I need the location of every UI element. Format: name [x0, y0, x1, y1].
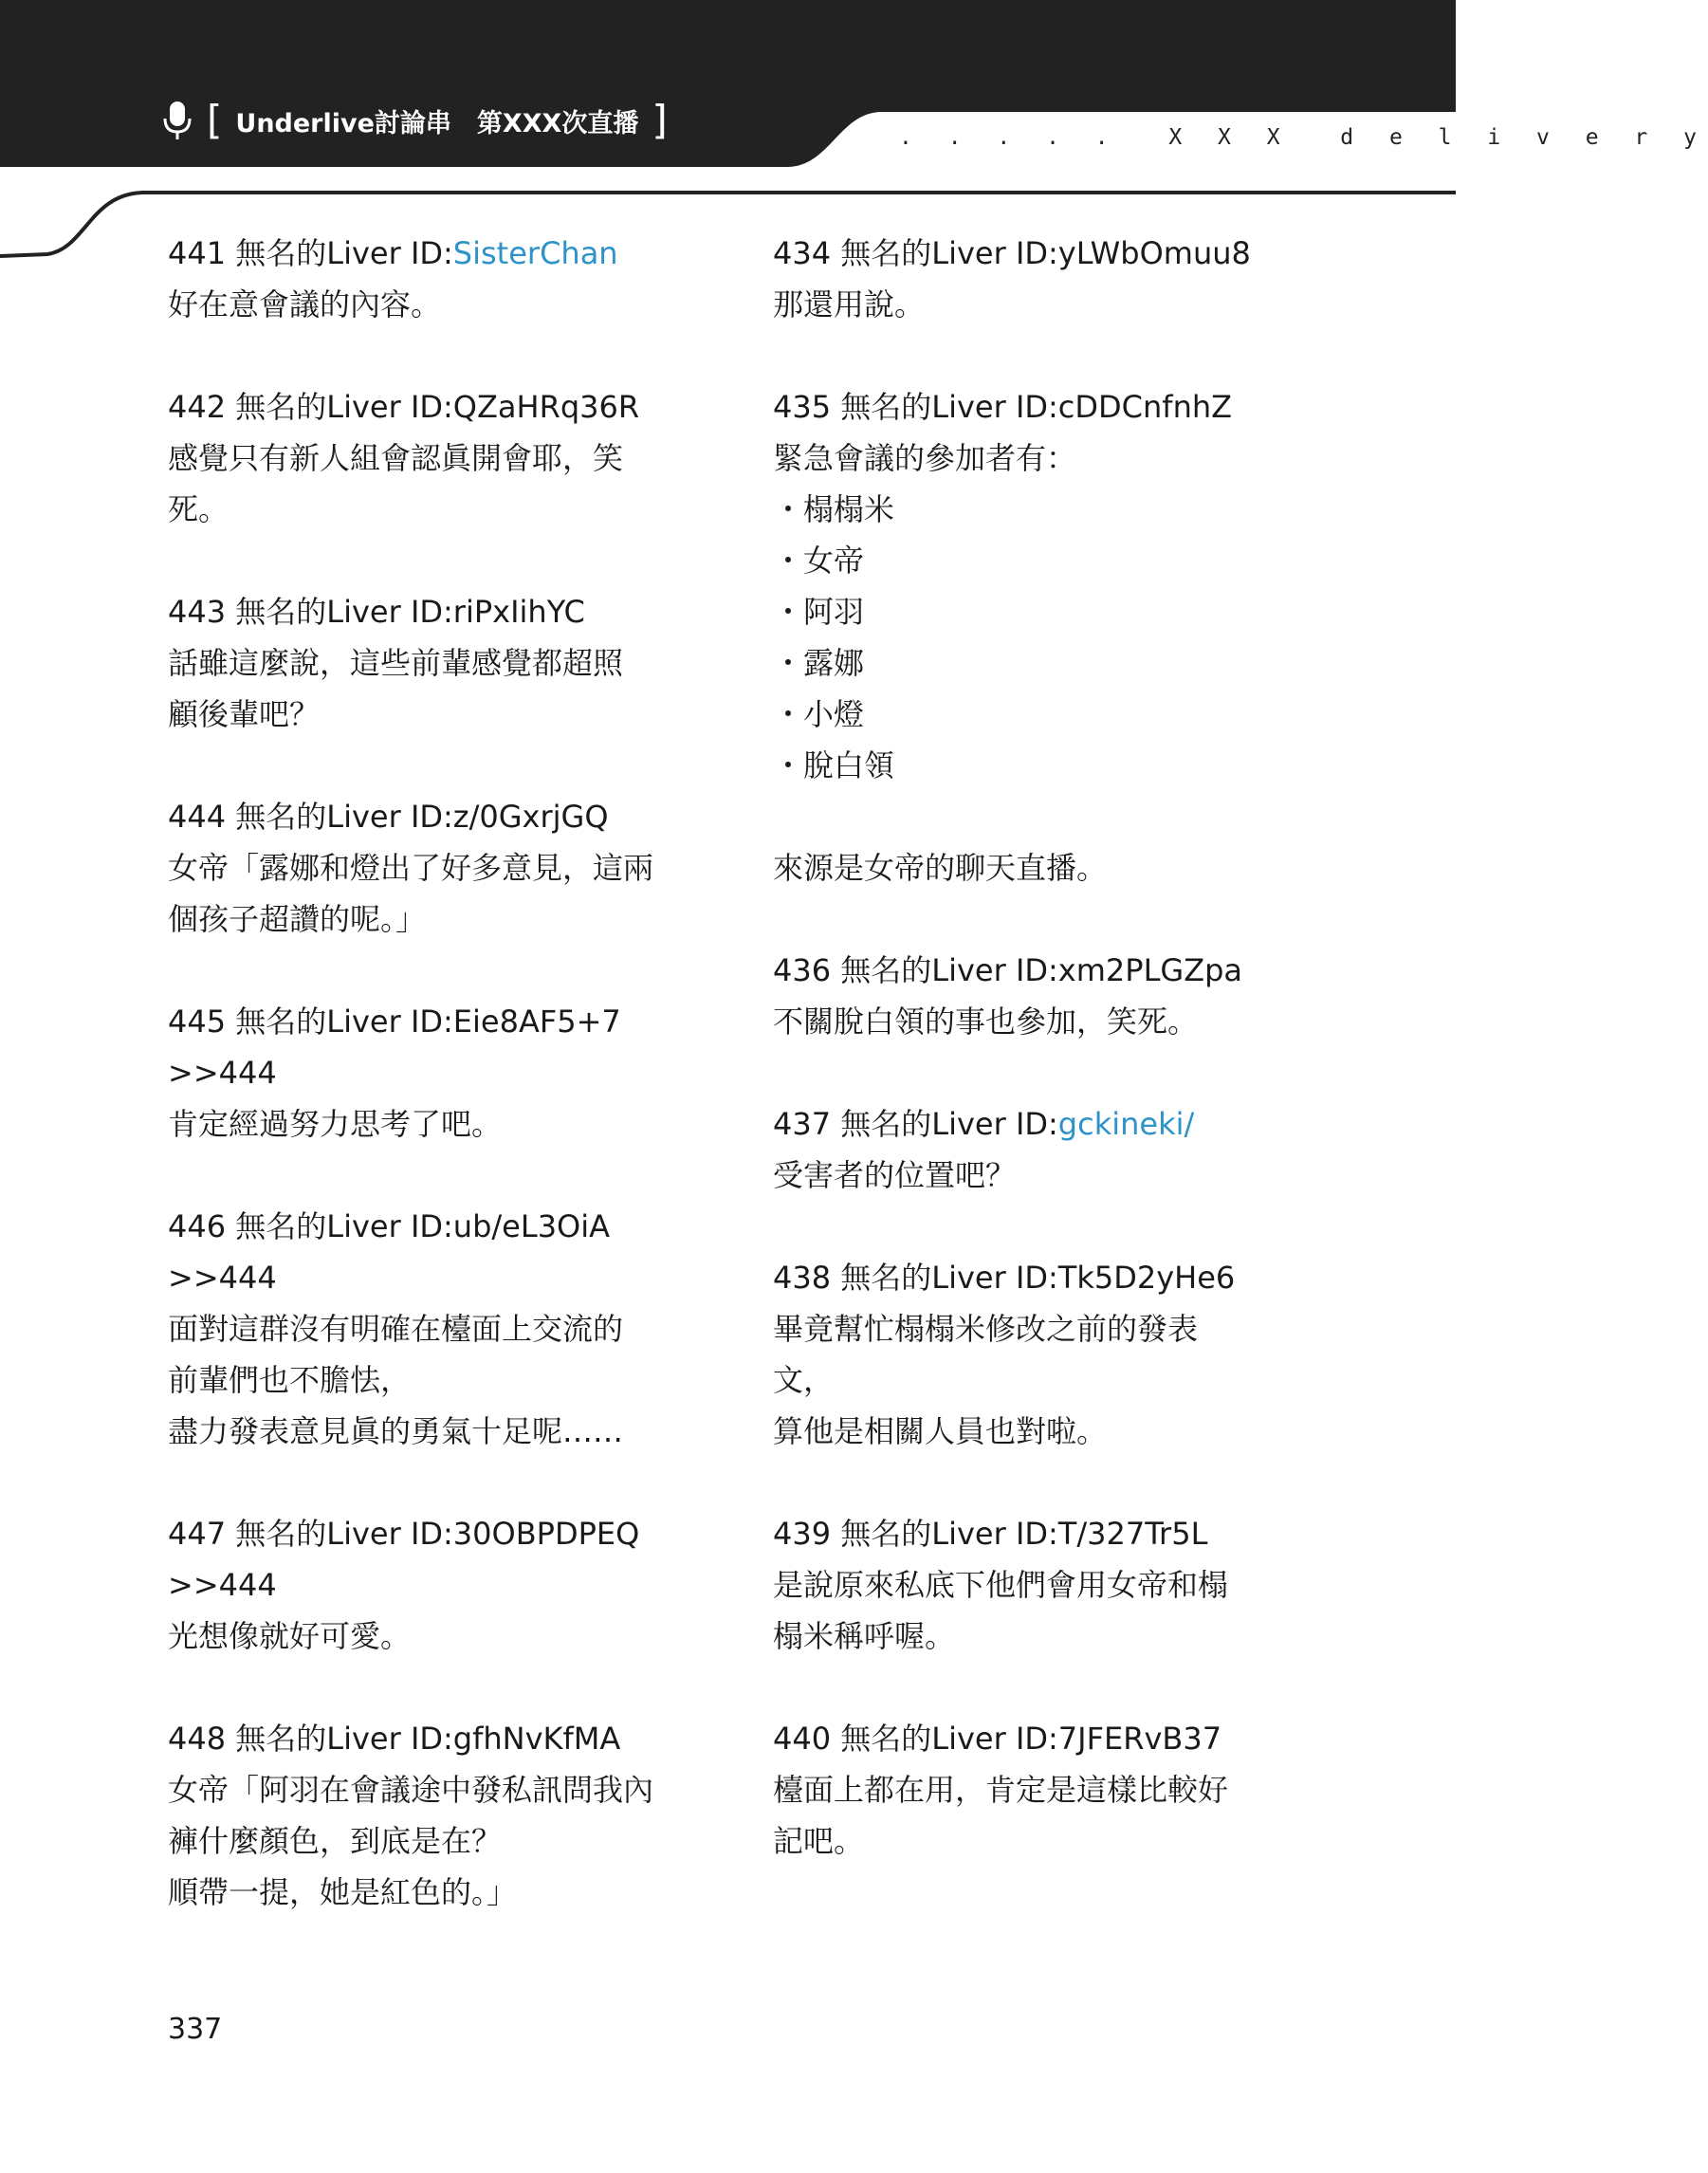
post-line: 好在意會議的內容。 [168, 286, 442, 322]
poster-id-label: ID: [410, 1516, 453, 1552]
poster-id-label: ID: [410, 594, 453, 630]
post-header [773, 1508, 1285, 1559]
page-number: 337 [168, 2013, 223, 2046]
poster-id-label: ID: [1015, 389, 1058, 425]
post-line: 算他是相關人員也對啦。 [773, 1413, 1108, 1449]
poster-id: T/327Tr5L [1057, 1516, 1208, 1552]
post-number: 443 [168, 594, 227, 630]
forum-post [773, 228, 1285, 330]
bracket-close: ] [652, 97, 668, 143]
post-line: 來源是女帝的聊天直播。 [773, 850, 1108, 886]
post-header [168, 791, 699, 842]
forum-post [168, 1713, 699, 1918]
post-line: >>444 [168, 1055, 277, 1091]
post-line: 肯定經過努力思考了吧。 [168, 1106, 503, 1142]
bracket-open: [ [207, 97, 223, 143]
poster-name: 無名的Liver [235, 799, 401, 835]
post-line: 記吧。 [773, 1823, 865, 1859]
post-header [773, 1252, 1285, 1303]
poster-id-label: ID: [410, 1004, 453, 1040]
post-line: 褲什麼顏色，到底是在？ [168, 1823, 503, 1859]
poster-name: 無名的Liver [840, 1721, 1006, 1757]
post-line: ・榻榻米 [773, 491, 895, 527]
post-header [773, 1713, 1285, 1764]
post-line: >>444 [168, 1567, 277, 1603]
forum-post [773, 945, 1285, 1047]
post-header [168, 1201, 699, 1252]
delivery-subtitle: . . . . . X X X d e l i v e r y [899, 125, 1708, 150]
forum-post [168, 381, 699, 535]
post-line: 前輩們也不膽怯， [168, 1362, 412, 1398]
poster-id: xm2PLGZpa [1057, 952, 1243, 988]
post-number: 448 [168, 1721, 227, 1757]
post-line: ・露娜 [773, 645, 865, 681]
post-number: 444 [168, 799, 227, 835]
poster-id: 7JFERvB37 [1057, 1721, 1222, 1757]
poster-id-label: ID: [410, 1721, 453, 1757]
poster-name: 無名的Liver [235, 235, 401, 271]
post-header [773, 1098, 1285, 1150]
forum-post [168, 1508, 699, 1662]
poster-id: gfhNvKfMA [452, 1721, 621, 1757]
poster-id: ub/eL3OiA [452, 1208, 611, 1244]
post-header [168, 1508, 699, 1559]
post-number: 435 [773, 389, 832, 425]
post-line: 女帝「阿羽在會議途中發私訊問我內 [168, 1772, 654, 1808]
post-line: 女帝「露娜和燈出了好多意見，這兩 [168, 850, 654, 886]
poster-id-label: ID: [1015, 235, 1058, 271]
poster-name: 無名的Liver [840, 1260, 1006, 1296]
forum-post [168, 228, 699, 330]
poster-id-label: ID: [1015, 1260, 1058, 1296]
poster-name: 無名的Liver [235, 1516, 401, 1552]
poster-id: Tk5D2yHe6 [1057, 1260, 1236, 1296]
post-number: 446 [168, 1208, 227, 1244]
poster-name: 無名的Liver [840, 952, 1006, 988]
post-line: ・小燈 [773, 696, 865, 732]
post-number: 440 [773, 1721, 832, 1757]
post-number: 439 [773, 1516, 832, 1552]
poster-id-label: ID: [410, 799, 453, 835]
poster-id: QZaHRq36R [452, 389, 640, 425]
poster-name: 無名的Liver [235, 1208, 401, 1244]
post-line: 個孩子超讚的呢。」 [168, 901, 427, 937]
left-column [168, 228, 699, 1969]
forum-post [773, 1252, 1285, 1457]
post-line: 那還用說。 [773, 286, 926, 322]
post-number: 434 [773, 235, 832, 271]
post-line: 畢竟幫忙榻榻米修改之前的發表 [773, 1311, 1199, 1347]
post-line: >>444 [168, 1260, 277, 1296]
post-header [773, 945, 1285, 996]
forum-post [168, 1201, 699, 1457]
forum-post [773, 1098, 1285, 1201]
post-header [773, 228, 1285, 279]
forum-post [773, 381, 1285, 893]
post-line [773, 791, 1285, 842]
poster-name: 無名的Liver [840, 1516, 1006, 1552]
post-line: 面對這群沒有明確在檯面上交流的 [168, 1311, 624, 1347]
post-line: ・脫白領 [773, 747, 895, 783]
post-line: 是說原來私底下他們會用女帝和榻 [773, 1567, 1229, 1603]
post-number: 447 [168, 1516, 227, 1552]
poster-id: Eie8AF5+7 [452, 1004, 621, 1040]
post-header [773, 381, 1285, 433]
post-line: 受害者的位置吧？ [773, 1157, 1017, 1193]
post-line: 榻米稱呼喔。 [773, 1618, 956, 1654]
poster-name: 無名的Liver [840, 389, 1006, 425]
poster-id: z/0GxrjGQ [452, 799, 609, 835]
poster-id-label: ID: [410, 1208, 453, 1244]
forum-post [773, 1508, 1285, 1662]
post-line: 檯面上都在用，肯定是這樣比較好 [773, 1772, 1229, 1808]
post-header [168, 586, 699, 637]
post-line: 感覺只有新人組會認眞開會耶，笑 [168, 440, 624, 476]
poster-id-label: ID: [1015, 1516, 1058, 1552]
forum-post [168, 791, 699, 945]
post-line: 順帶一提，她是紅色的。」 [168, 1874, 518, 1910]
post-number: 441 [168, 235, 227, 271]
poster-id: cDDCnfnhZ [1057, 389, 1233, 425]
post-number: 437 [773, 1106, 832, 1142]
poster-name: 無名的Liver [840, 1106, 1006, 1142]
poster-name: 無名的Liver [235, 1721, 401, 1757]
right-column [773, 228, 1285, 1918]
poster-id: 30OBPDPEQ [452, 1516, 640, 1552]
post-line: 光想像就好可愛。 [168, 1618, 412, 1654]
poster-id: SisterChan [452, 235, 618, 271]
poster-name: 無名的Liver [235, 1004, 401, 1040]
microphone-icon [161, 100, 193, 141]
post-line: 文， [773, 1362, 835, 1398]
post-header [168, 996, 699, 1047]
poster-name: 無名的Liver [840, 235, 1006, 271]
post-number: 436 [773, 952, 832, 988]
poster-id-label: ID: [1015, 952, 1058, 988]
post-header [168, 228, 699, 279]
poster-name: 無名的Liver [235, 594, 401, 630]
post-header [168, 381, 699, 433]
poster-id: gckineki/ [1057, 1106, 1195, 1142]
forum-post [168, 996, 699, 1150]
post-line: ・女帝 [773, 543, 865, 579]
post-line: 不關脫白領的事也參加，笑死。 [773, 1004, 1199, 1040]
post-line: ・阿羽 [773, 594, 865, 630]
forum-post [773, 1713, 1285, 1867]
poster-id: riPxIihYC [452, 594, 585, 630]
poster-id-label: ID: [410, 389, 453, 425]
series-title: Underlive討論串 第XXX次直播 [235, 108, 639, 138]
poster-id-label: ID: [1015, 1721, 1058, 1757]
post-line: 死。 [168, 491, 230, 527]
post-number: 442 [168, 389, 227, 425]
post-line: 顧後輩吧？ [168, 696, 321, 732]
post-line: 盡力發表意見眞的勇氣十足呢…… [168, 1413, 624, 1449]
post-line: 緊急會議的參加者有： [773, 440, 1077, 476]
poster-id-label: ID: [410, 235, 453, 271]
post-number: 445 [168, 1004, 227, 1040]
post-number: 438 [773, 1260, 832, 1296]
forum-post [168, 586, 699, 740]
poster-id: yLWbOmuu8 [1057, 235, 1251, 271]
post-line: 話雖這麼說，這些前輩感覺都超照 [168, 645, 624, 681]
header-title [161, 95, 668, 146]
poster-name: 無名的Liver [235, 389, 401, 425]
post-header [168, 1713, 699, 1764]
poster-id-label: ID: [1015, 1106, 1058, 1142]
